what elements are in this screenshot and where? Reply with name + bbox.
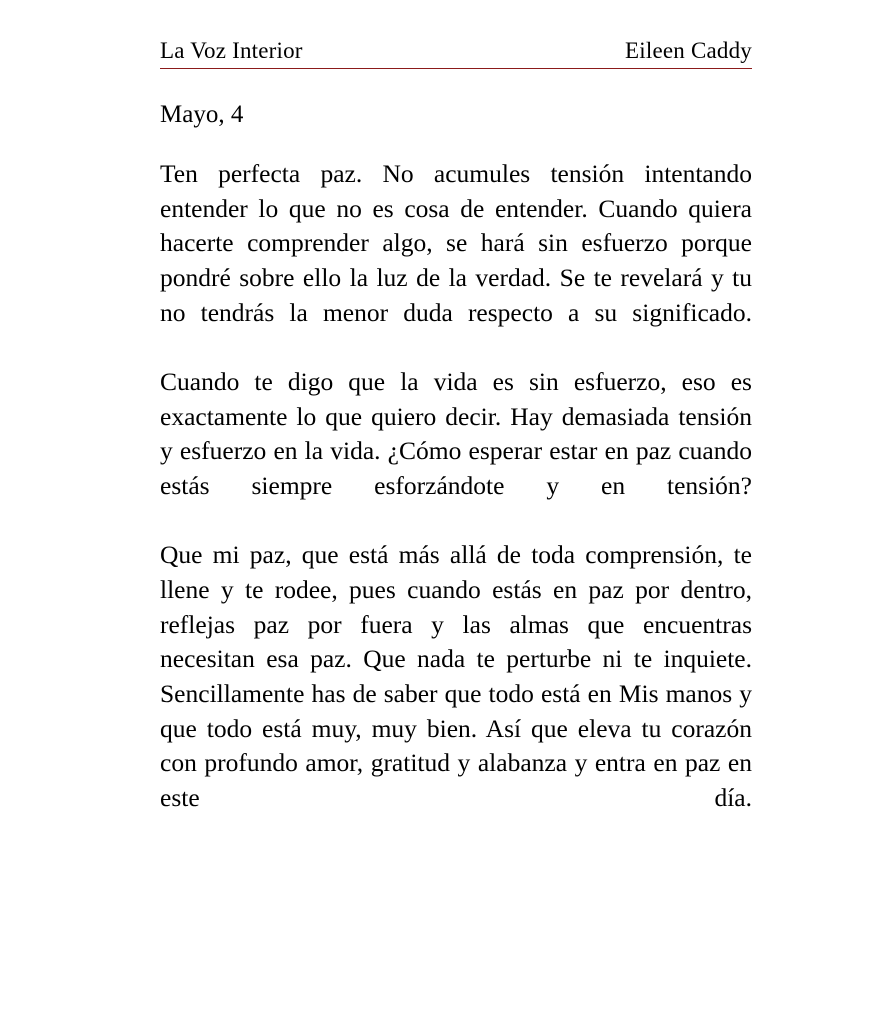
entry-body [160, 157, 752, 850]
paragraph: Ten perfecta paz. No acumules tensión intentando entender lo que no es cosa de entender. Cuando quiera hacerte comprender algo, se hará sin esfuerzo porque pondré sobre ello la luz de la verdad. Se te revelará y tu no tendrás la menor duda respecto a su significado. [160, 159, 752, 327]
paragraph: Que mi paz, que está más allá de toda comprensión, te llene y te rodee, pues cuando estás en paz por dentro, reflejas paz por fuera y las almas que encuentras necesitan esa paz. Que nada te perturbe ni te inquiete. Sencillamente has de saber que todo está en Mis manos y que todo está muy, muy bien. Así que eleva tu corazón con profundo amor, gratitud y alabanza y entra en paz en este día. [160, 540, 752, 813]
entry-date: Mayo, 4 [160, 101, 244, 128]
author-name: Eileen Caddy [625, 38, 752, 63]
paragraph: Cuando te digo que la vida es sin esfuerzo, eso es exactamente lo que quiero decir. Hay demasiada tensión y esfuerzo en la vida. ¿Cómo esperar estar en paz cuando estás siempre esforzándote y en tensión? [160, 367, 752, 501]
page-content [160, 38, 752, 850]
page-header [160, 38, 752, 69]
book-title: La Voz Interior [160, 38, 303, 63]
